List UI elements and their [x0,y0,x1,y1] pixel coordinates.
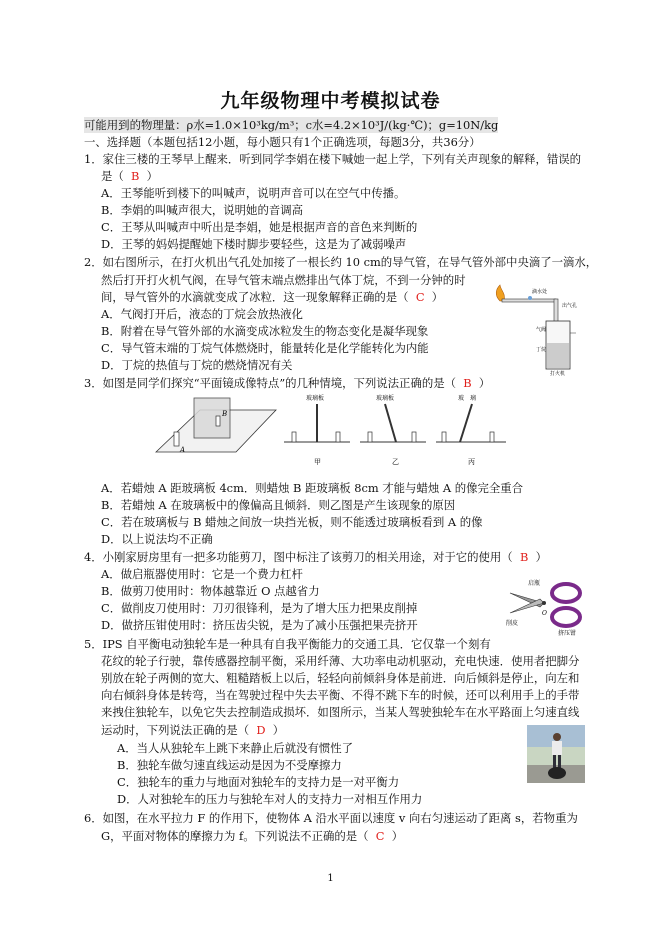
q4-fig-label-o: O [542,610,547,617]
q5-stem-post: ） [272,723,285,737]
q6-stem-post: ） [391,829,404,843]
q5-stem-pre: 运动时，下列说法正确的是（ [101,723,250,737]
q5-option-a: A．当人从独轮车上跳下来静止后就没有惯性了 [117,741,354,755]
q4-option-d: D．做挤压钳使用时：挤压齿尖锐，是为了减小压强把果壳挤开 [101,618,418,632]
q2-fig-label-lighter: 打火机 [550,371,566,377]
q2-stem-pre: 间，导气管外的水滴就变成了冰粒．这一现象解释正确的是（ [101,290,409,304]
q2-fig-label-valve: 气阀 [536,327,547,333]
q2-fig-label-butane: 丁烷 [536,347,547,353]
q1-option-d: D．王琴的妈妈提醒她下楼时脚步要轻些，这是为了减弱噪声 [101,237,407,251]
q3-option-c: C．若在玻璃板与 B 蜡烛之间放一块挡光板，则不能透过玻璃板看到 A 的像 [101,515,483,529]
q4-option-b: B．做剪刀使用时：物体越靠近 O 点越省力 [101,584,320,598]
q2-stem: 2．如右图所示，在打火机出气孔处加接了一根长约 10 cm的导气管，在导气管外部中央滴了一滴水， [84,255,598,269]
q1-stem: 1．家住三楼的王琴早上醒来．听到同学李娟在楼下喊她一起上学，下列有关声现象的解释，错误的 [84,152,582,166]
q3-option-b: B．若蜡烛 A 在玻璃板中的像偏高且倾斜．则乙图是产生该现象的原因 [101,498,456,512]
q3-option-a: A．若蜡烛 A 距玻璃板 4cm．则蜡烛 B 距玻璃板 8cm 才能与蜡烛 A 的像完全重合 [101,481,524,495]
q2-fig-label-outlet: 出气孔 [562,303,578,309]
page-number: 1 [327,873,334,884]
q1-option-b: B．李娟的叫喊声很大，说明她的音调高 [101,203,304,217]
q4-stem-pre: 4．小刚家厨房里有一把多功能剪刀，图中标注了该剪刀的相关用途，对于它的使用（ [84,550,513,564]
q4-scissors-figure [506,573,586,637]
q4-fig-label-peeler: 削皮 [506,620,519,627]
q4-answer: B [519,550,529,564]
q2-option-b: B．附着在导气管外部的水滴变成冰粒发生的物态变化是凝华现象 [101,324,429,338]
q3-stem-post: ） [478,376,491,390]
q4-option-c: C．做削皮刀使用时：刀刃很锋利，是为了增大压力把果皮削掉 [101,601,418,615]
q4-stem [84,549,547,565]
q2-option-d: D．丁烷的热值与丁烷的燃烧情况有关 [101,358,293,372]
q5-stem-6 [101,722,284,738]
q3-fig-label-yi: 乙 [392,458,399,466]
q5-stem-4: 向右倾斜身体是转弯，当在驾驶过程中失去平衡、不得不跳下车的时候，还可以利用手上的手带 [101,688,580,702]
q3-answer: B [463,376,472,390]
q3-stem [84,375,490,391]
q3-fig-label-a: A [180,446,186,454]
section-heading: 一、选择题（本题包括12小题，每小题只有1个正确选项，每题3分，共36分） [84,135,481,149]
q3-fig-label-bing: 丙 [468,458,475,466]
q1-stem-post: ） [146,169,159,183]
q5-stem-5: 来拽住独轮车，以免它失去控制造成损坏．如图所示，当某人驾驶独轮车在水平路面上匀速直线 [101,705,580,719]
q2-stem-3 [101,289,443,305]
q3-mirror-figure [150,392,512,470]
q4-fig-label-opener: 启瓶 [528,580,541,587]
q4-option-a: A．做启瓶器使用时：它是一个费力杠杆 [101,567,303,581]
q1-stem-cont [101,168,158,184]
q2-fig-label-drip: 滴水处 [532,289,548,295]
q1-option-c: C．王琴从叫喊声中听出是李娟，她是根据声音的音色来判断的 [101,220,418,234]
q2-stem-post: ） [431,290,444,304]
q6-answer: C [375,829,385,843]
q5-answer: D [256,723,266,737]
q5-unicycle-photo [527,725,585,783]
q2-option-a: A．气阀打开后，液态的丁烷会放热液化 [101,307,303,321]
q1-option-a: A．王琴能听到楼下的叫喊声，说明声音可以在空气中传播。 [101,186,406,200]
q5-stem-3: 别放在轮子两侧的宽大、粗糙踏板上以后，轻轻向前倾斜身体是前进．向后倾斜是停止，向左和 [101,671,580,685]
q2-stem-2: 然后打开打火机气阀，在导气管末端点燃排出气体丁烷，不到一分钟的时 [101,273,466,287]
q1-answer: B [131,169,140,183]
q3-fig-label-jia: 甲 [314,458,321,466]
q3-fig-label-glass-3: 玻 璃 [458,395,477,402]
q3-fig-label-glass-1: 玻璃板 [306,395,325,402]
q1-stem-pre: 是（ [101,169,124,183]
q5-stem-2: 花纹的轮子行驶，靠传感器控制平衡，采用纤薄、大功率电动机驱动，充电快速．使用者把脚分 [101,654,580,668]
q2-answer: C [415,290,425,304]
q6-stem-2 [101,828,403,844]
q6-stem-pre: G，平面对物体的摩擦力为 f。下列说法不正确的是（ [101,829,369,843]
q5-stem: 5．IPS 自平衡电动独轮车是一种具有自我平衡能力的交通工具．它仅靠一个刻有 [84,637,491,651]
constants-line: 可能用到的物理量：ρ水=1.0×10³kg/m³；c水=4.2×10³J/(kg·℃)；g=10N/kg [84,118,499,132]
q4-fig-label-pliers: 挤压钳 [558,630,577,637]
q3-fig-label-b: B [222,410,228,418]
q2-lighter-figure [486,283,586,377]
q3-stem-pre: 3．如图是同学们探究“平面镜成像特点”的几种情境，下列说法正确的是（ [84,376,457,390]
q3-option-d: D．以上说法均不正确 [101,532,213,546]
q5-option-d: D．人对独轮车的压力与独轮车对人的支持力一对相互作用力 [117,792,423,806]
page-title: 九年级物理中考模拟试卷 [220,90,441,112]
q5-option-c: C．独轮车的重力与地面对独轮车的支持力是一对平衡力 [117,775,400,789]
q2-option-c: C．导气管末端的丁烷气体燃烧时，能量转化是化学能转化为内能 [101,341,429,355]
q4-stem-post: ） [535,550,547,564]
q3-fig-label-glass-2: 玻璃板 [376,395,395,402]
q6-stem: 6．如图，在水平拉力 F 的作用下，使物体 A 沿水平面以速度 v 向右匀速运动了距离 s，若物重为 [84,811,578,825]
q5-option-b: B．独轮车做匀速直线运动是因为不受摩擦力 [117,758,342,772]
